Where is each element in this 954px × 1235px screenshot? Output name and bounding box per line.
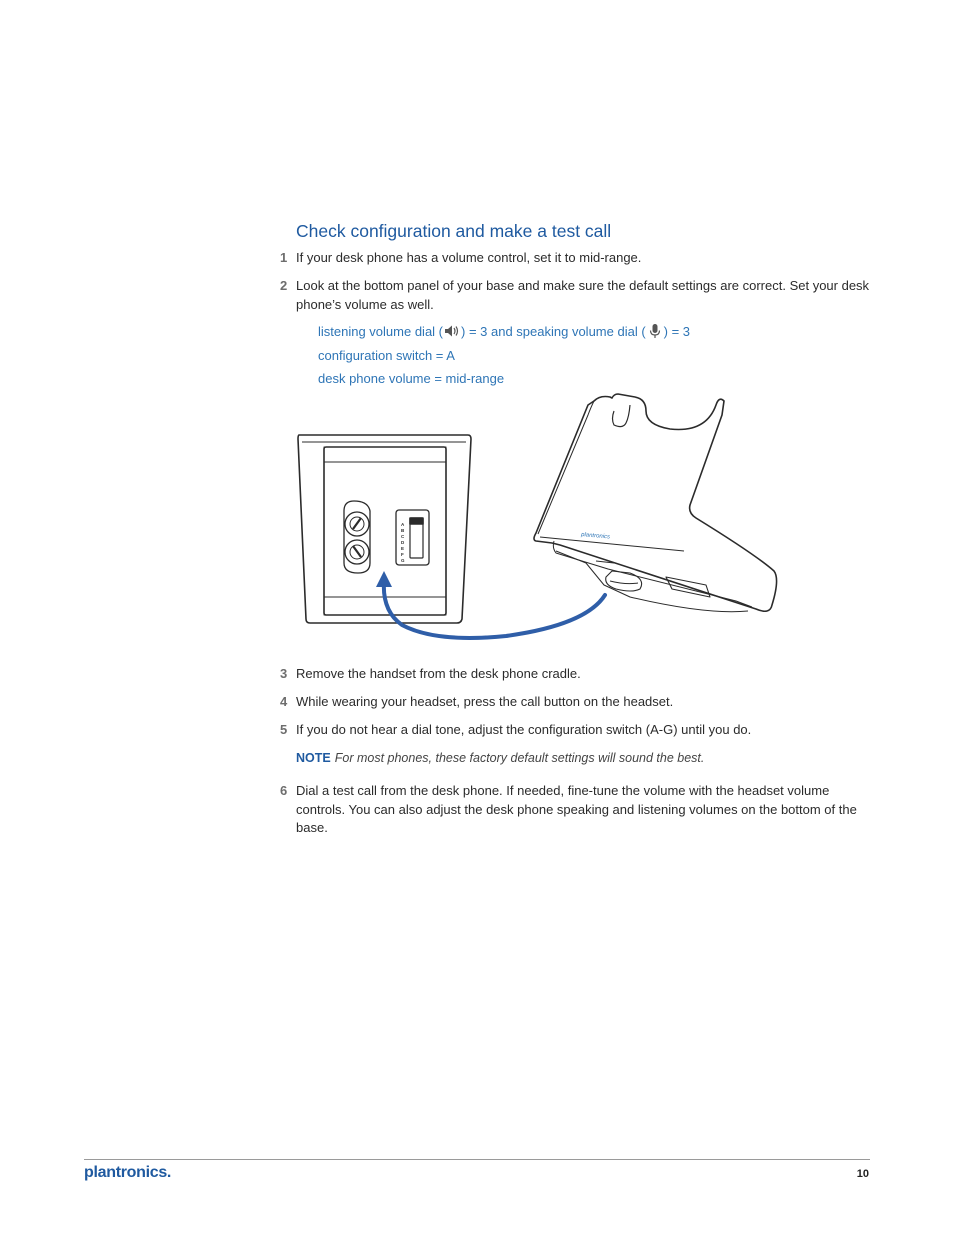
footer-divider [84,1159,870,1160]
speaker-volume-icon [443,323,461,339]
step-text: While wearing your headset, press the call button on the headset. [296,694,674,709]
note-label: NOTE [296,751,331,765]
step-5 [280,721,870,740]
page-number: 10 [856,1168,869,1180]
switch-letter: A [401,522,405,527]
note [296,749,704,767]
arrow-head-icon [376,571,392,587]
step-number: 2 [280,278,288,293]
switch-letter: E [401,546,405,551]
desk-phone-volume-setting: desk phone volume = mid-range [318,371,505,386]
config-switch-setting: configuration switch = A [318,348,455,363]
speaking-dial-label: ) = 3 and speaking volume dial ( [461,324,646,339]
switch-letter: B [401,528,405,533]
section-heading: Check configuration and make a test call [296,221,612,241]
step-number: 4 [280,694,288,709]
step-1 [280,249,870,268]
switch-letter: F [401,552,404,557]
step-text: Dial a test call from the desk phone. If needed, fine-tune the volume with the headset volume controls. You can also adjust the desk phone speaking and listening volumes on the bottom of the base. [296,783,857,835]
base-brand-label: plantronics [580,532,611,541]
step-text: Remove the handset from the desk phone cradle. [296,666,581,681]
speaking-dial-value: ) = 3 [663,324,691,339]
step-text: If you do not hear a dial tone, adjust the configuration switch (A-G) until you do. [296,722,752,737]
step-6 [280,782,870,838]
step-4 [280,693,870,712]
step-number: 1 [280,250,288,265]
step-number: 3 [280,666,288,681]
plantronics-logo: plantronics. [84,1164,172,1181]
step-text: Look at the bottom panel of your base and make sure the default settings are correct. Set your desk phone’s volume as well. [296,278,870,312]
note-text: For most phones, these factory default settings will sound the best. [334,751,705,765]
microphone-icon [646,323,664,339]
listening-dial-label: listening volume dial ( [318,324,444,339]
step-2 [280,277,870,314]
volume-dial-setting [318,323,690,341]
base-bottom-panel-illustration [296,393,786,648]
step-text: If your desk phone has a volume control, set it to mid-range. [296,250,642,265]
switch-letter: C [401,534,405,539]
arrow-curve [384,581,605,638]
step-3 [280,665,870,684]
switch-letter: G [401,558,405,563]
step-number: 6 [280,783,288,798]
step-number: 5 [280,722,288,737]
switch-letter: D [401,540,405,545]
